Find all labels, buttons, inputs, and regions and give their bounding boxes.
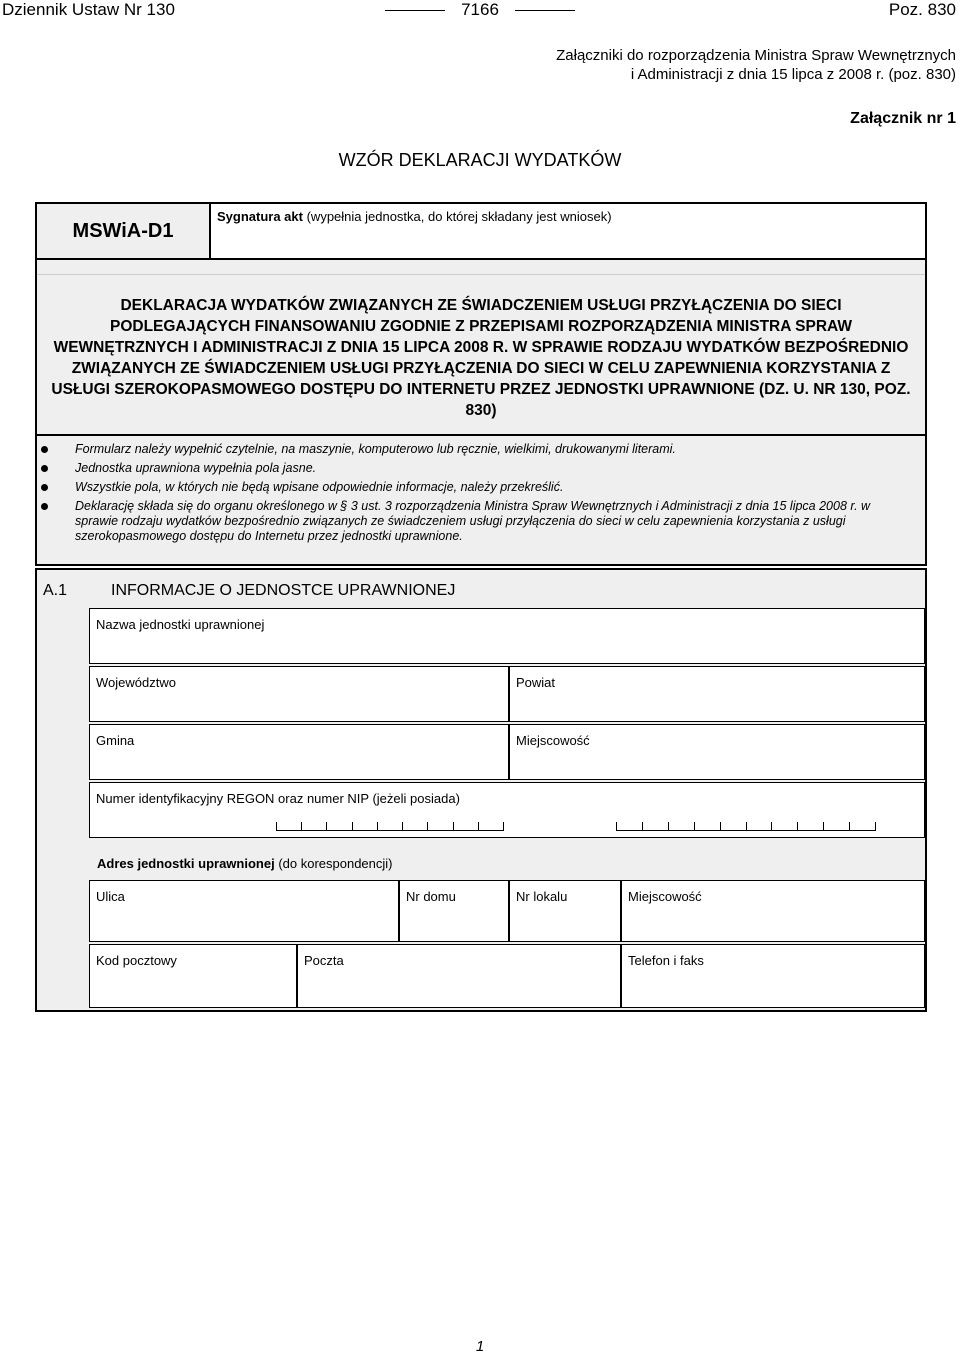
kod-pocztowy-field[interactable]: Kod pocztowy <box>89 944 297 1008</box>
nr-lokalu-field[interactable]: Nr lokalu <box>509 880 621 942</box>
position-number: Poz. 830 <box>888 0 956 19</box>
form-code: MSWiA-D1 <box>37 204 211 260</box>
bullet-icon <box>41 503 48 510</box>
instruction-item: Deklarację składa się do organu określonego w § 3 ust. 3 rozporządzenia Ministra Spraw Wewnętrznych i Administracji z dnia 15 lipca 2008 r. w sprawie rodzaju wydatków bezpośrednio związanych ze świadczeniem usługi przyłączenia do sieci w celu zapewnienia korzystania z usługi szerokopasmowego dostępu do Internetu przez jednostki uprawnione. <box>37 499 925 544</box>
form-title: WZÓR DEKLARACJI WYDATKÓW <box>338 150 622 170</box>
nip-digit-boxes[interactable] <box>616 822 876 831</box>
wojewodztwo-field[interactable]: Województwo <box>89 666 509 722</box>
declaration-title: DEKLARACJA WYDATKÓW ZWIĄZANYCH ZE ŚWIADCZENIEM USŁUGI PRZYŁĄCZENIA DO SIECI PODLEGAJĄCYCH FINANSOWANIU ZGODNIE Z PRZEPISAMI ROZPORZĄDZENIA MINISTRA SPRAW WEWNĘTRZNYCH I ADMINISTRACJI Z DNIA 15 LIPCA 2008 R. W SPRAWIE RODZAJU WYDATKÓW BEZPOŚREDNIO ZWIĄZANYCH ZE ŚWIADCZENIEM USŁUGI PRZYŁĄCZENIA DO SIECI W CELU ZAPEWNIENIA KORZYSTANIA Z USŁUGI SZEROKOPASMOWEGO DOSTĘPU DO INTERNETU PRZEZ JEDNOSTKI UPRAWNIONE (DZ. U. NR 130, POZ. 830) <box>51 297 911 419</box>
instruction-item: Formularz należy wypełnić czytelnie, na maszynie, komputerowo lub ręcznie, wielkimi, drukowanymi literami. <box>37 442 925 457</box>
journal-title: Dziennik Ustaw Nr 130 <box>2 0 175 19</box>
ulica-field[interactable]: Ulica <box>89 880 399 942</box>
poczta-field[interactable]: Poczta <box>297 944 621 1008</box>
section-a1 <box>35 568 927 1012</box>
instruction-item: Wszystkie pola, w których nie będą wpisane odpowiednie informacje, należy przekreślić. <box>37 480 925 495</box>
gmina-field[interactable]: Gmina <box>89 724 509 780</box>
dash-right <box>515 10 575 11</box>
attachment-number: Załącznik nr 1 <box>850 110 956 127</box>
miejscowosc-field[interactable]: Miejscowość <box>509 724 925 780</box>
bullet-icon <box>41 484 48 491</box>
declaration-title-area <box>37 274 925 435</box>
adres-miejscowosc-field[interactable]: Miejscowość <box>621 880 925 942</box>
section-title: INFORMACJE O JEDNOSTCE UPRAWNIONEJ <box>111 582 456 599</box>
declaration-header-box <box>35 202 927 566</box>
address-label: Adres jednostki uprawnionej (do korespondencji) <box>97 856 393 871</box>
sygnatura-label: Sygnatura akt (wypełnia jednostka, do której składany jest wniosek) <box>217 209 612 224</box>
attachment-note: Załączniki do rozporządzenia Ministra Spraw Wewnętrznych i Administracji z dnia 15 lipca z 2008 r. (poz. 830) <box>556 47 956 83</box>
instructions <box>37 434 925 564</box>
section-number: A.1 <box>43 582 68 599</box>
bullet-icon <box>41 465 48 472</box>
nr-domu-field[interactable]: Nr domu <box>399 880 509 942</box>
dash-left <box>385 10 445 11</box>
powiat-field[interactable]: Powiat <box>509 666 925 722</box>
regon-digit-boxes[interactable] <box>276 822 504 831</box>
regon-nip-field[interactable]: Numer identyfikacyjny REGON oraz numer NIP (jeżeli posiada) <box>89 782 925 838</box>
instruction-item: Jednostka uprawniona wypełnia pola jasne. <box>37 461 925 476</box>
nazwa-field[interactable]: Nazwa jednostki uprawnionej <box>89 608 925 664</box>
bullet-icon <box>41 446 48 453</box>
page-header-number: 7166 <box>0 0 960 20</box>
telefon-faks-field[interactable]: Telefon i faks <box>621 944 925 1008</box>
page-number: 1 <box>475 1338 485 1355</box>
